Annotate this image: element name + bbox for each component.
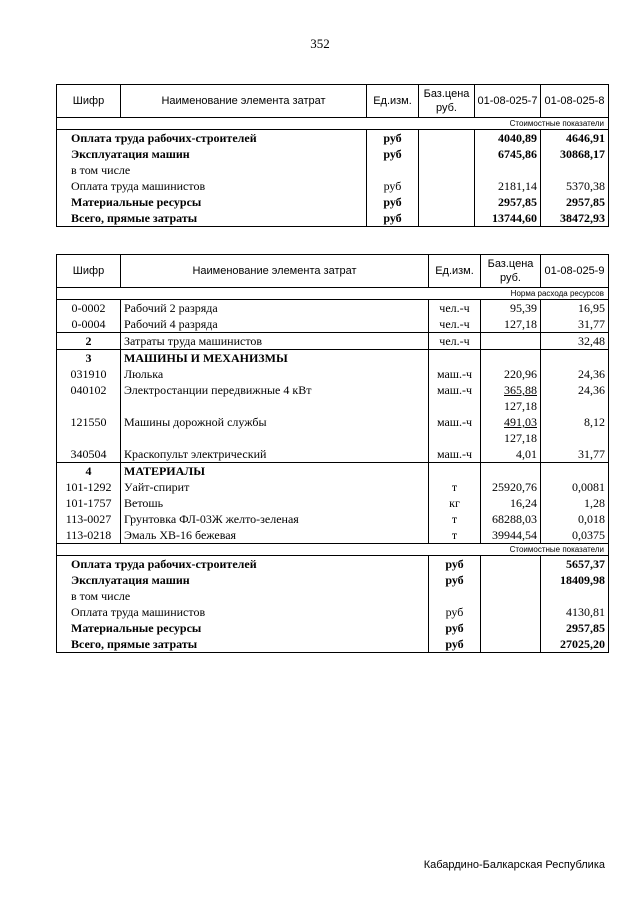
row-base-price [481, 572, 541, 588]
row-value-2: 30868,17 [541, 146, 609, 162]
row-value-1: 0,0081 [541, 479, 609, 495]
section-row [57, 118, 609, 130]
row-unit: чел.-ч [429, 300, 481, 317]
row-value-1: 4040,89 [475, 130, 541, 147]
row-base-price-value: 16,24 [510, 496, 537, 510]
row-value-1: 32,48 [541, 333, 609, 350]
row-value-1: 24,36 [541, 366, 609, 382]
row-base-price-value: 220,96 [504, 367, 537, 381]
row-base-price [481, 527, 541, 544]
row-unit: маш.-ч [429, 414, 481, 446]
table-row [57, 316, 609, 333]
row-unit: руб [367, 146, 419, 162]
header-col1: 01-08-025-9 [541, 255, 609, 288]
row-value-1: 2957,85 [541, 620, 609, 636]
row-unit: руб [429, 636, 481, 653]
row-unit: чел.-ч [429, 316, 481, 333]
row-code: 031910 [70, 367, 107, 381]
row-base-price [481, 604, 541, 620]
row-value-1: 5657,37 [541, 556, 609, 573]
row-base-price-value: 25920,76 [492, 480, 537, 494]
row-base-price [481, 350, 541, 367]
header-col2: 01-08-025-8 [541, 85, 609, 118]
row-value-1: 1,28 [541, 495, 609, 511]
header-base-price: Баз.цена руб. [419, 85, 475, 118]
summary-row [57, 588, 609, 604]
row-name: в том числе [71, 163, 131, 177]
row-value-1: 0,018 [541, 511, 609, 527]
header-unit: Ед.изм. [429, 255, 481, 288]
row-name: Ветошь [121, 495, 429, 511]
row-unit: руб [367, 178, 419, 194]
table-row [57, 382, 609, 414]
row-base-price-value: 127,18 [504, 317, 537, 331]
table-row [57, 194, 609, 210]
row-value-2 [541, 162, 609, 178]
row-code: 4 [57, 463, 121, 480]
row-name: Электростанции передвижные 4 кВт [121, 382, 429, 414]
row-name: Оплата труда рабочих-строителей [71, 131, 257, 145]
row-base-price [419, 162, 475, 178]
row-name: Оплата труда рабочих-строителей [71, 557, 257, 571]
row-name: Эксплуатация машин [71, 147, 190, 161]
row-base-price-secondary: 127,18 [504, 399, 537, 413]
row-name: Оплата труда машинистов [71, 605, 206, 619]
row-base-price-value: 68288,03 [492, 512, 537, 526]
row-value-1: 27025,20 [541, 636, 609, 653]
section-row [57, 544, 609, 556]
row-base-price [419, 194, 475, 210]
summary-row [57, 604, 609, 620]
row-value-2: 38472,93 [541, 210, 609, 227]
row-value-1: 8,12 [541, 414, 609, 446]
table-row [57, 414, 609, 446]
row-base-price-value: 95,39 [510, 301, 537, 315]
row-name: Уайт-спирит [121, 479, 429, 495]
row-code: 3 [57, 350, 121, 367]
header-code: Шифр [57, 255, 121, 288]
row-base-price [481, 382, 541, 414]
row-base-price [481, 511, 541, 527]
row-unit: кг [429, 495, 481, 511]
summary-row [57, 556, 609, 573]
row-code: 0-0002 [71, 301, 106, 315]
row-name: Материальные ресурсы [71, 621, 202, 635]
row-base-price [481, 620, 541, 636]
row-unit: руб [367, 210, 419, 227]
row-name: Краскопульт электрический [121, 446, 429, 463]
row-code: 113-0218 [65, 528, 112, 542]
row-base-price [481, 556, 541, 573]
row-value-2: 2957,85 [541, 194, 609, 210]
header-name: Наименование элемента затрат [121, 85, 367, 118]
row-base-price [419, 210, 475, 227]
table-row [57, 210, 609, 227]
row-base-price-value: 39944,54 [492, 528, 537, 542]
header-base-price: Баз.цена руб. [481, 255, 541, 288]
table-row [57, 178, 609, 194]
row-name: Люлька [121, 366, 429, 382]
row-base-price-value: 4,01 [516, 447, 537, 461]
row-value-1 [541, 588, 609, 604]
row-unit: маш.-ч [429, 446, 481, 463]
row-unit: руб [367, 130, 419, 147]
row-value-1: 4130,81 [541, 604, 609, 620]
row-name: Всего, прямые затраты [71, 211, 198, 225]
table-header-row [57, 85, 609, 118]
row-code: 340504 [70, 447, 107, 461]
section-label: Стоимостные показатели [57, 544, 609, 556]
row-code: 113-0027 [65, 512, 112, 526]
row-unit [367, 162, 419, 178]
row-unit: руб [367, 194, 419, 210]
row-value-1 [475, 162, 541, 178]
row-unit: маш.-ч [429, 366, 481, 382]
table-row [57, 446, 609, 463]
row-value-1: 6745,86 [475, 146, 541, 162]
row-unit: руб [429, 556, 481, 573]
row-unit: руб [429, 572, 481, 588]
row-base-price [481, 495, 541, 511]
row-name: Машины дорожной службы [121, 414, 429, 446]
row-value-1: 2957,85 [475, 194, 541, 210]
row-unit: чел.-ч [429, 333, 481, 350]
table-row [57, 162, 609, 178]
table-row [57, 333, 609, 350]
norm-row [57, 288, 609, 300]
row-unit [429, 350, 481, 367]
row-base-price [481, 316, 541, 333]
row-base-price [481, 446, 541, 463]
section-label: Стоимостные показатели [57, 118, 609, 130]
row-base-price [481, 333, 541, 350]
table-row [57, 527, 609, 544]
row-base-price [481, 479, 541, 495]
row-unit: руб [429, 620, 481, 636]
row-base-price [419, 146, 475, 162]
row-value-1: 24,36 [541, 382, 609, 414]
header-code: Шифр [57, 85, 121, 118]
row-base-price-value: 491,03 [504, 415, 537, 429]
footer-region: Кабардино-Балкарская Республика [423, 859, 605, 871]
table-row [57, 300, 609, 317]
row-value-1: 13744,60 [475, 210, 541, 227]
cost-table-1 [56, 84, 609, 227]
row-unit [429, 588, 481, 604]
row-value-1 [541, 463, 609, 480]
row-name: Рабочий 2 разряда [121, 300, 429, 317]
row-name: МАШИНЫ И МЕХАНИЗМЫ [121, 350, 429, 367]
row-name: Рабочий 4 разряда [121, 316, 429, 333]
header-unit: Ед.изм. [367, 85, 419, 118]
row-code: 0-0004 [71, 317, 106, 331]
row-name: Всего, прямые затраты [71, 637, 198, 651]
summary-row [57, 636, 609, 653]
row-name: Эмаль ХВ-16 бежевая [121, 527, 429, 544]
header-col1: 01-08-025-7 [475, 85, 541, 118]
table-row [57, 495, 609, 511]
table-row [57, 463, 609, 480]
row-name: Грунтовка ФЛ-03Ж желто-зеленая [121, 511, 429, 527]
row-unit [429, 463, 481, 480]
row-name: Оплата труда машинистов [71, 179, 206, 193]
header-name: Наименование элемента затрат [121, 255, 429, 288]
row-base-price [481, 366, 541, 382]
row-base-price-value: 365,88 [504, 383, 537, 397]
row-value-2: 4646,91 [541, 130, 609, 147]
row-code: 040102 [70, 383, 107, 397]
row-value-1 [541, 350, 609, 367]
row-base-price [481, 636, 541, 653]
row-unit: т [429, 511, 481, 527]
table-row [57, 146, 609, 162]
row-unit: т [429, 479, 481, 495]
table-row [57, 511, 609, 527]
row-name: Затраты труда машинистов [121, 333, 429, 350]
row-base-price [419, 178, 475, 194]
row-value-1: 31,77 [541, 446, 609, 463]
row-base-price-secondary: 127,18 [504, 431, 537, 445]
row-unit: маш.-ч [429, 382, 481, 414]
row-code: 121550 [70, 415, 107, 429]
row-base-price [481, 300, 541, 317]
row-code: 101-1292 [65, 480, 112, 494]
row-base-price [481, 588, 541, 604]
summary-row [57, 572, 609, 588]
row-name: в том числе [71, 589, 131, 603]
table-row [57, 130, 609, 147]
cost-table-2 [56, 254, 609, 653]
row-value-2: 5370,38 [541, 178, 609, 194]
summary-row [57, 620, 609, 636]
row-name: Материальные ресурсы [71, 195, 202, 209]
row-name: МАТЕРИАЛЫ [121, 463, 429, 480]
row-unit: руб [429, 604, 481, 620]
row-unit: т [429, 527, 481, 544]
row-value-1: 0,0375 [541, 527, 609, 544]
row-base-price [419, 130, 475, 147]
row-value-1: 2181,14 [475, 178, 541, 194]
row-value-1: 18409,98 [541, 572, 609, 588]
norm-label: Норма расхода ресурсов [57, 288, 609, 300]
table-row [57, 479, 609, 495]
row-code: 2 [57, 333, 121, 350]
table-row [57, 350, 609, 367]
row-name: Эксплуатация машин [71, 573, 190, 587]
page-number: 352 [310, 36, 330, 51]
table-header-row [57, 255, 609, 288]
table-row [57, 366, 609, 382]
row-code: 101-1757 [65, 496, 112, 510]
row-value-1: 31,77 [541, 316, 609, 333]
row-base-price [481, 463, 541, 480]
row-value-1: 16,95 [541, 300, 609, 317]
row-base-price [481, 414, 541, 446]
